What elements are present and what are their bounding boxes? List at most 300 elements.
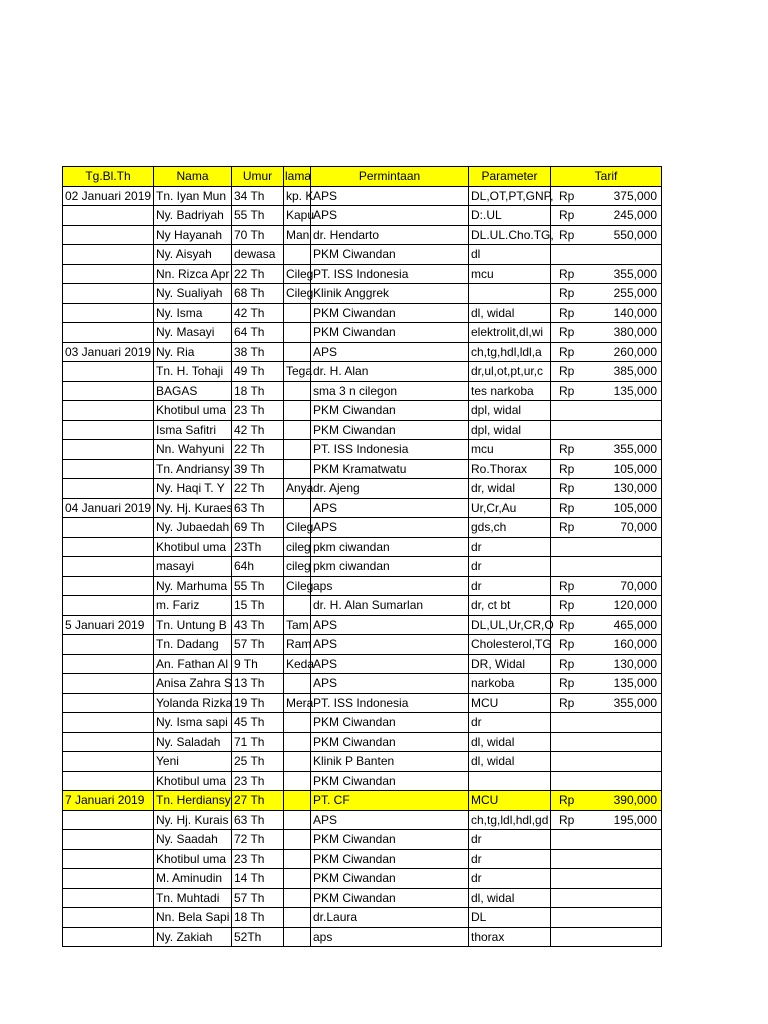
cell-nama: Nn. Wahyuni bbox=[154, 440, 232, 460]
table-row bbox=[63, 401, 662, 421]
cell-tarif bbox=[585, 557, 662, 577]
cell-permintaan: dr. Hendarto bbox=[311, 225, 469, 245]
table-row bbox=[63, 849, 662, 869]
cell-tarif bbox=[585, 752, 662, 772]
cell-alamat: Tega bbox=[284, 362, 311, 382]
cell-currency bbox=[551, 420, 585, 440]
cell-parameter: dr bbox=[469, 557, 551, 577]
cell-permintaan: APS bbox=[311, 615, 469, 635]
cell-parameter: DR, Widal bbox=[469, 654, 551, 674]
cell-date: 02 Januari 2019 bbox=[63, 186, 154, 206]
cell-date bbox=[63, 654, 154, 674]
cell-umur: 38 Th bbox=[232, 342, 284, 362]
cell-nama: Ny. Isma sapi bbox=[154, 713, 232, 733]
cell-date bbox=[63, 381, 154, 401]
cell-permintaan: sma 3 n cilegon bbox=[311, 381, 469, 401]
cell-umur: 69 Th bbox=[232, 518, 284, 538]
cell-permintaan: pkm ciwandan bbox=[311, 557, 469, 577]
cell-umur: 57 Th bbox=[232, 888, 284, 908]
cell-date bbox=[63, 303, 154, 323]
cell-alamat bbox=[284, 752, 311, 772]
cell-umur: 23Th bbox=[232, 537, 284, 557]
cell-umur: 22 Th bbox=[232, 440, 284, 460]
cell-permintaan: Klinik Anggrek bbox=[311, 284, 469, 304]
cell-tarif bbox=[585, 771, 662, 791]
cell-umur: 39 Th bbox=[232, 459, 284, 479]
cell-permintaan: PT. ISS Indonesia bbox=[311, 264, 469, 284]
cell-currency: Rp bbox=[551, 693, 585, 713]
cell-currency: Rp bbox=[551, 596, 585, 616]
cell-tarif: 130,000 bbox=[585, 479, 662, 499]
cell-currency: Rp bbox=[551, 518, 585, 538]
cell-parameter: DL bbox=[469, 908, 551, 928]
table-row bbox=[63, 791, 662, 811]
cell-tarif: 245,000 bbox=[585, 206, 662, 226]
cell-parameter: narkoba bbox=[469, 674, 551, 694]
cell-permintaan: dr. H. Alan bbox=[311, 362, 469, 382]
cell-permintaan: PT. ISS Indonesia bbox=[311, 693, 469, 713]
cell-tarif bbox=[585, 888, 662, 908]
cell-tarif: 375,000 bbox=[585, 186, 662, 206]
cell-nama: M. Aminudin bbox=[154, 869, 232, 889]
cell-alamat bbox=[284, 869, 311, 889]
cell-tarif: 355,000 bbox=[585, 440, 662, 460]
cell-currency: Rp bbox=[551, 576, 585, 596]
table-row bbox=[63, 674, 662, 694]
cell-parameter: DL,OT,PT,GNP, bbox=[469, 186, 551, 206]
cell-tarif bbox=[585, 927, 662, 947]
table-body bbox=[63, 186, 662, 947]
table-row bbox=[63, 498, 662, 518]
header-parameter: Parameter bbox=[469, 167, 551, 187]
cell-date bbox=[63, 771, 154, 791]
cell-alamat: Mera bbox=[284, 693, 311, 713]
cell-parameter: dr bbox=[469, 869, 551, 889]
cell-parameter: dl, widal bbox=[469, 752, 551, 772]
cell-date: 5 Januari 2019 bbox=[63, 615, 154, 635]
cell-date bbox=[63, 440, 154, 460]
cell-parameter: dr, ct bt bbox=[469, 596, 551, 616]
cell-nama: Tn. Herdiansy bbox=[154, 791, 232, 811]
cell-date bbox=[63, 713, 154, 733]
cell-tarif bbox=[585, 401, 662, 421]
cell-tarif: 70,000 bbox=[585, 576, 662, 596]
cell-currency: Rp bbox=[551, 381, 585, 401]
cell-currency bbox=[551, 830, 585, 850]
cell-currency: Rp bbox=[551, 323, 585, 343]
cell-currency bbox=[551, 869, 585, 889]
table-row bbox=[63, 284, 662, 304]
cell-alamat: kp. K bbox=[284, 186, 311, 206]
cell-currency bbox=[551, 888, 585, 908]
table-row bbox=[63, 693, 662, 713]
cell-parameter: Cholesterol,TG bbox=[469, 635, 551, 655]
cell-tarif: 120,000 bbox=[585, 596, 662, 616]
table-row bbox=[63, 537, 662, 557]
cell-alamat: Anya bbox=[284, 479, 311, 499]
cell-alamat: Ram bbox=[284, 635, 311, 655]
cell-alamat bbox=[284, 323, 311, 343]
cell-nama: Yeni bbox=[154, 752, 232, 772]
cell-umur: 68 Th bbox=[232, 284, 284, 304]
cell-permintaan: Klinik P Banten bbox=[311, 752, 469, 772]
table-row bbox=[63, 752, 662, 772]
cell-umur: 64 Th bbox=[232, 323, 284, 343]
cell-date bbox=[63, 693, 154, 713]
cell-alamat: Cileg bbox=[284, 518, 311, 538]
cell-currency: Rp bbox=[551, 459, 585, 479]
cell-permintaan: pkm ciwandan bbox=[311, 537, 469, 557]
cell-parameter: DL,UL,Ur,CR,O bbox=[469, 615, 551, 635]
cell-nama: Yolanda Rizka bbox=[154, 693, 232, 713]
table-row bbox=[63, 440, 662, 460]
cell-permintaan: PKM Ciwandan bbox=[311, 420, 469, 440]
cell-currency: Rp bbox=[551, 615, 585, 635]
cell-umur: 57 Th bbox=[232, 635, 284, 655]
cell-alamat bbox=[284, 810, 311, 830]
table-row bbox=[63, 459, 662, 479]
cell-umur: 23 Th bbox=[232, 771, 284, 791]
cell-date bbox=[63, 927, 154, 947]
cell-alamat bbox=[284, 927, 311, 947]
cell-parameter: MCU bbox=[469, 693, 551, 713]
cell-date: 03 Januari 2019 bbox=[63, 342, 154, 362]
cell-currency: Rp bbox=[551, 225, 585, 245]
cell-tarif: 135,000 bbox=[585, 381, 662, 401]
cell-date bbox=[63, 518, 154, 538]
cell-umur: 55 Th bbox=[232, 206, 284, 226]
cell-parameter: dr bbox=[469, 830, 551, 850]
cell-tarif: 105,000 bbox=[585, 498, 662, 518]
cell-umur: 23 Th bbox=[232, 401, 284, 421]
table-row bbox=[63, 479, 662, 499]
cell-umur: 63 Th bbox=[232, 498, 284, 518]
cell-umur: 15 Th bbox=[232, 596, 284, 616]
table-row bbox=[63, 869, 662, 889]
cell-date bbox=[63, 284, 154, 304]
cell-currency: Rp bbox=[551, 362, 585, 382]
cell-date bbox=[63, 537, 154, 557]
cell-permintaan: PKM Ciwandan bbox=[311, 888, 469, 908]
cell-currency bbox=[551, 771, 585, 791]
cell-currency: Rp bbox=[551, 674, 585, 694]
cell-umur: 9 Th bbox=[232, 654, 284, 674]
cell-parameter: mcu bbox=[469, 264, 551, 284]
header-alamat: lama bbox=[284, 167, 311, 187]
table-row bbox=[63, 713, 662, 733]
cell-date bbox=[63, 323, 154, 343]
cell-umur: 13 Th bbox=[232, 674, 284, 694]
cell-alamat bbox=[284, 713, 311, 733]
cell-permintaan: APS bbox=[311, 635, 469, 655]
cell-parameter: dpl, widal bbox=[469, 401, 551, 421]
cell-alamat: cileg bbox=[284, 557, 311, 577]
cell-permintaan: PKM Ciwandan bbox=[311, 303, 469, 323]
cell-permintaan: APS bbox=[311, 654, 469, 674]
cell-nama: Ny. Hj. Kuraes bbox=[154, 498, 232, 518]
cell-nama: Isma Safitri bbox=[154, 420, 232, 440]
cell-parameter: elektrolit,dl,wi bbox=[469, 323, 551, 343]
cell-nama: Khotibul uma bbox=[154, 771, 232, 791]
cell-parameter: dr bbox=[469, 537, 551, 557]
cell-tarif bbox=[585, 849, 662, 869]
cell-alamat bbox=[284, 401, 311, 421]
cell-umur: 52Th bbox=[232, 927, 284, 947]
cell-nama: Ny. Aisyah bbox=[154, 245, 232, 265]
cell-nama: Nn. Bela Sapi bbox=[154, 908, 232, 928]
cell-tarif: 135,000 bbox=[585, 674, 662, 694]
cell-parameter: D:.UL bbox=[469, 206, 551, 226]
cell-parameter: mcu bbox=[469, 440, 551, 460]
cell-alamat bbox=[284, 381, 311, 401]
table-row bbox=[63, 362, 662, 382]
cell-date bbox=[63, 420, 154, 440]
cell-tarif bbox=[585, 245, 662, 265]
header-nama: Nama bbox=[154, 167, 232, 187]
table-row bbox=[63, 225, 662, 245]
cell-alamat bbox=[284, 596, 311, 616]
cell-date bbox=[63, 888, 154, 908]
cell-currency: Rp bbox=[551, 810, 585, 830]
cell-currency bbox=[551, 849, 585, 869]
cell-umur: 55 Th bbox=[232, 576, 284, 596]
cell-date bbox=[63, 596, 154, 616]
cell-currency bbox=[551, 713, 585, 733]
cell-umur: 43 Th bbox=[232, 615, 284, 635]
cell-date bbox=[63, 830, 154, 850]
cell-nama: Tn. Dadang bbox=[154, 635, 232, 655]
cell-date bbox=[63, 206, 154, 226]
cell-tarif bbox=[585, 420, 662, 440]
cell-umur: 25 Th bbox=[232, 752, 284, 772]
table-row bbox=[63, 771, 662, 791]
cell-nama: Tn. H. Tohaji bbox=[154, 362, 232, 382]
cell-tarif: 355,000 bbox=[585, 693, 662, 713]
cell-permintaan: PKM Ciwandan bbox=[311, 401, 469, 421]
cell-parameter: Ro.Thorax bbox=[469, 459, 551, 479]
cell-date bbox=[63, 810, 154, 830]
cell-permintaan: APS bbox=[311, 186, 469, 206]
table-row bbox=[63, 206, 662, 226]
cell-nama: Tn. Muhtadi bbox=[154, 888, 232, 908]
cell-currency bbox=[551, 401, 585, 421]
cell-nama: m. Fariz bbox=[154, 596, 232, 616]
cell-currency: Rp bbox=[551, 498, 585, 518]
cell-tarif bbox=[585, 869, 662, 889]
cell-tarif: 70,000 bbox=[585, 518, 662, 538]
cell-alamat bbox=[284, 849, 311, 869]
cell-currency bbox=[551, 752, 585, 772]
cell-tarif bbox=[585, 713, 662, 733]
cell-currency: Rp bbox=[551, 264, 585, 284]
table-row bbox=[63, 888, 662, 908]
cell-currency: Rp bbox=[551, 479, 585, 499]
cell-umur: 14 Th bbox=[232, 869, 284, 889]
cell-alamat bbox=[284, 732, 311, 752]
cell-umur: 42 Th bbox=[232, 303, 284, 323]
cell-date bbox=[63, 245, 154, 265]
cell-parameter: dr,ul,ot,pt,ur,c bbox=[469, 362, 551, 382]
cell-umur: 23 Th bbox=[232, 849, 284, 869]
cell-currency bbox=[551, 732, 585, 752]
cell-parameter: dl, widal bbox=[469, 303, 551, 323]
cell-nama: Ny. Jubaedah bbox=[154, 518, 232, 538]
cell-permintaan: PKM Ciwandan bbox=[311, 245, 469, 265]
cell-date bbox=[63, 732, 154, 752]
cell-permintaan: APS bbox=[311, 674, 469, 694]
cell-tarif: 550,000 bbox=[585, 225, 662, 245]
table-row bbox=[63, 732, 662, 752]
cell-tarif: 195,000 bbox=[585, 810, 662, 830]
cell-alamat: cileg bbox=[284, 537, 311, 557]
cell-date bbox=[63, 225, 154, 245]
cell-alamat bbox=[284, 908, 311, 928]
cell-currency bbox=[551, 927, 585, 947]
cell-tarif: 385,000 bbox=[585, 362, 662, 382]
cell-nama: Ny. Badriyah bbox=[154, 206, 232, 226]
cell-date bbox=[63, 557, 154, 577]
cell-date bbox=[63, 908, 154, 928]
cell-parameter: dr bbox=[469, 849, 551, 869]
cell-parameter: dr bbox=[469, 713, 551, 733]
table-row bbox=[63, 635, 662, 655]
cell-alamat bbox=[284, 420, 311, 440]
cell-nama: BAGAS bbox=[154, 381, 232, 401]
patient-table bbox=[62, 166, 662, 947]
cell-umur: 63 Th bbox=[232, 810, 284, 830]
cell-umur: 71 Th bbox=[232, 732, 284, 752]
cell-currency bbox=[551, 537, 585, 557]
cell-permintaan: APS bbox=[311, 518, 469, 538]
cell-nama: Ny Hayanah bbox=[154, 225, 232, 245]
cell-permintaan: PKM Ciwandan bbox=[311, 869, 469, 889]
cell-nama: Khotibul uma bbox=[154, 401, 232, 421]
cell-currency: Rp bbox=[551, 342, 585, 362]
cell-currency bbox=[551, 557, 585, 577]
cell-permintaan: PKM Ciwandan bbox=[311, 323, 469, 343]
cell-parameter: DL.UL.Cho.TG, bbox=[469, 225, 551, 245]
cell-permintaan: PKM Ciwandan bbox=[311, 830, 469, 850]
cell-currency: Rp bbox=[551, 440, 585, 460]
table-row bbox=[63, 615, 662, 635]
cell-nama: Tn. Andriansy bbox=[154, 459, 232, 479]
cell-currency: Rp bbox=[551, 303, 585, 323]
cell-alamat bbox=[284, 440, 311, 460]
cell-nama: Khotibul uma bbox=[154, 849, 232, 869]
cell-date bbox=[63, 869, 154, 889]
cell-nama: Ny. Hj. Kurais bbox=[154, 810, 232, 830]
cell-nama: Ny. Saladah bbox=[154, 732, 232, 752]
cell-currency: Rp bbox=[551, 284, 585, 304]
cell-nama: Ny. Sualiyah bbox=[154, 284, 232, 304]
cell-date bbox=[63, 635, 154, 655]
cell-alamat bbox=[284, 888, 311, 908]
cell-parameter: thorax bbox=[469, 927, 551, 947]
cell-tarif: 140,000 bbox=[585, 303, 662, 323]
cell-tarif: 355,000 bbox=[585, 264, 662, 284]
cell-nama: Tn. Iyan Mun bbox=[154, 186, 232, 206]
header-date: Tg.Bl.Th bbox=[63, 167, 154, 187]
cell-permintaan: PKM Ciwandan bbox=[311, 771, 469, 791]
cell-alamat: Cileg bbox=[284, 264, 311, 284]
cell-currency: Rp bbox=[551, 635, 585, 655]
cell-umur: 34 Th bbox=[232, 186, 284, 206]
cell-parameter: tes narkoba bbox=[469, 381, 551, 401]
cell-permintaan: PKM Ciwandan bbox=[311, 713, 469, 733]
cell-umur: 27 Th bbox=[232, 791, 284, 811]
cell-alamat bbox=[284, 459, 311, 479]
table-row bbox=[63, 420, 662, 440]
cell-date bbox=[63, 459, 154, 479]
cell-parameter: ch,tg,ldl,hdl,gd bbox=[469, 810, 551, 830]
cell-permintaan: PKM Ciwandan bbox=[311, 849, 469, 869]
cell-permintaan: dr.Laura bbox=[311, 908, 469, 928]
cell-permintaan: APS bbox=[311, 206, 469, 226]
cell-date bbox=[63, 576, 154, 596]
cell-permintaan: aps bbox=[311, 927, 469, 947]
cell-parameter: ch,tg,hdl,ldl,a bbox=[469, 342, 551, 362]
cell-tarif: 130,000 bbox=[585, 654, 662, 674]
cell-umur: 45 Th bbox=[232, 713, 284, 733]
cell-currency: Rp bbox=[551, 186, 585, 206]
cell-permintaan: APS bbox=[311, 342, 469, 362]
header-umur: Umur bbox=[232, 167, 284, 187]
cell-date bbox=[63, 849, 154, 869]
cell-tarif: 260,000 bbox=[585, 342, 662, 362]
cell-umur: 18 Th bbox=[232, 381, 284, 401]
cell-umur: 19 Th bbox=[232, 693, 284, 713]
header-tarif: Tarif bbox=[551, 167, 662, 187]
cell-date: 04 Januari 2019 bbox=[63, 498, 154, 518]
cell-parameter: dr, widal bbox=[469, 479, 551, 499]
cell-date bbox=[63, 752, 154, 772]
table-row bbox=[63, 518, 662, 538]
cell-parameter: gds,ch bbox=[469, 518, 551, 538]
cell-permintaan: PT. ISS Indonesia bbox=[311, 440, 469, 460]
cell-umur: dewasa bbox=[232, 245, 284, 265]
cell-umur: 70 Th bbox=[232, 225, 284, 245]
cell-nama: Ny. Isma bbox=[154, 303, 232, 323]
cell-tarif: 105,000 bbox=[585, 459, 662, 479]
cell-date bbox=[63, 264, 154, 284]
cell-tarif: 160,000 bbox=[585, 635, 662, 655]
cell-date bbox=[63, 362, 154, 382]
cell-permintaan: aps bbox=[311, 576, 469, 596]
cell-currency bbox=[551, 245, 585, 265]
header-permintaan: Permintaan bbox=[311, 167, 469, 187]
cell-parameter bbox=[469, 284, 551, 304]
cell-parameter: dr bbox=[469, 576, 551, 596]
cell-parameter: dl bbox=[469, 245, 551, 265]
cell-parameter: dpl, widal bbox=[469, 420, 551, 440]
cell-nama: Ny. Marhuma bbox=[154, 576, 232, 596]
table-row bbox=[63, 908, 662, 928]
table-row bbox=[63, 264, 662, 284]
cell-umur: 64h bbox=[232, 557, 284, 577]
cell-date bbox=[63, 401, 154, 421]
cell-alamat bbox=[284, 830, 311, 850]
cell-currency: Rp bbox=[551, 206, 585, 226]
cell-permintaan: APS bbox=[311, 810, 469, 830]
table-row bbox=[63, 596, 662, 616]
table-row bbox=[63, 245, 662, 265]
table-row bbox=[63, 927, 662, 947]
cell-umur: 72 Th bbox=[232, 830, 284, 850]
cell-nama: Khotibul uma bbox=[154, 537, 232, 557]
table-row bbox=[63, 576, 662, 596]
cell-nama: Ny. Ria bbox=[154, 342, 232, 362]
table-row bbox=[63, 654, 662, 674]
